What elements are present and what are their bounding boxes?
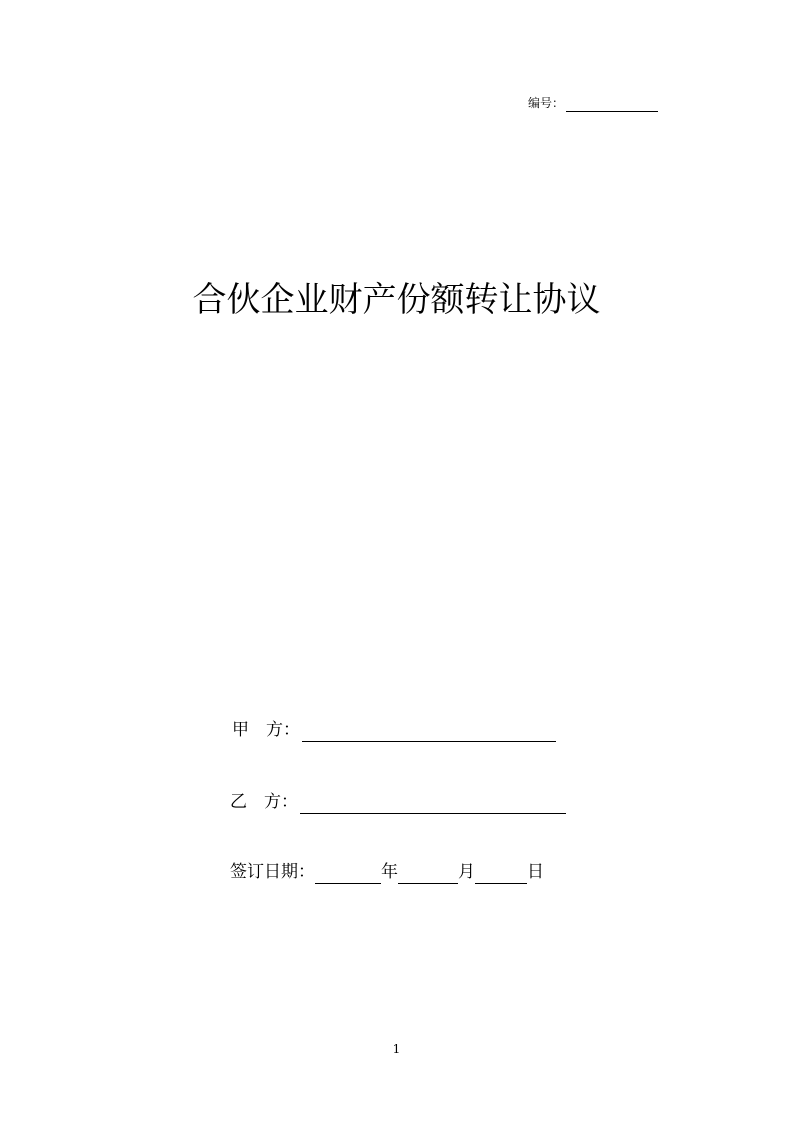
day-blank[interactable] (475, 865, 527, 884)
serial-number-label: 编号： (528, 96, 565, 110)
serial-number-field (528, 94, 658, 112)
signing-date-field (230, 860, 544, 884)
party-a-label: 甲 方： (232, 720, 300, 740)
day-unit: 日 (527, 862, 544, 882)
party-a-blank[interactable] (302, 723, 556, 742)
year-unit: 年 (381, 862, 398, 882)
document-title: 合伙企业财产份额转让协议 (192, 280, 601, 320)
page-number: 1 (392, 1042, 401, 1056)
month-unit: 月 (458, 862, 475, 882)
signing-date-label: 签订日期： (230, 862, 315, 882)
party-b-blank[interactable] (300, 795, 566, 814)
serial-number-blank[interactable] (566, 97, 658, 112)
party-b-label: 乙 方： (230, 792, 298, 812)
party-a-field (232, 718, 556, 742)
year-blank[interactable] (315, 865, 381, 884)
month-blank[interactable] (398, 865, 458, 884)
party-b-field (230, 790, 566, 814)
